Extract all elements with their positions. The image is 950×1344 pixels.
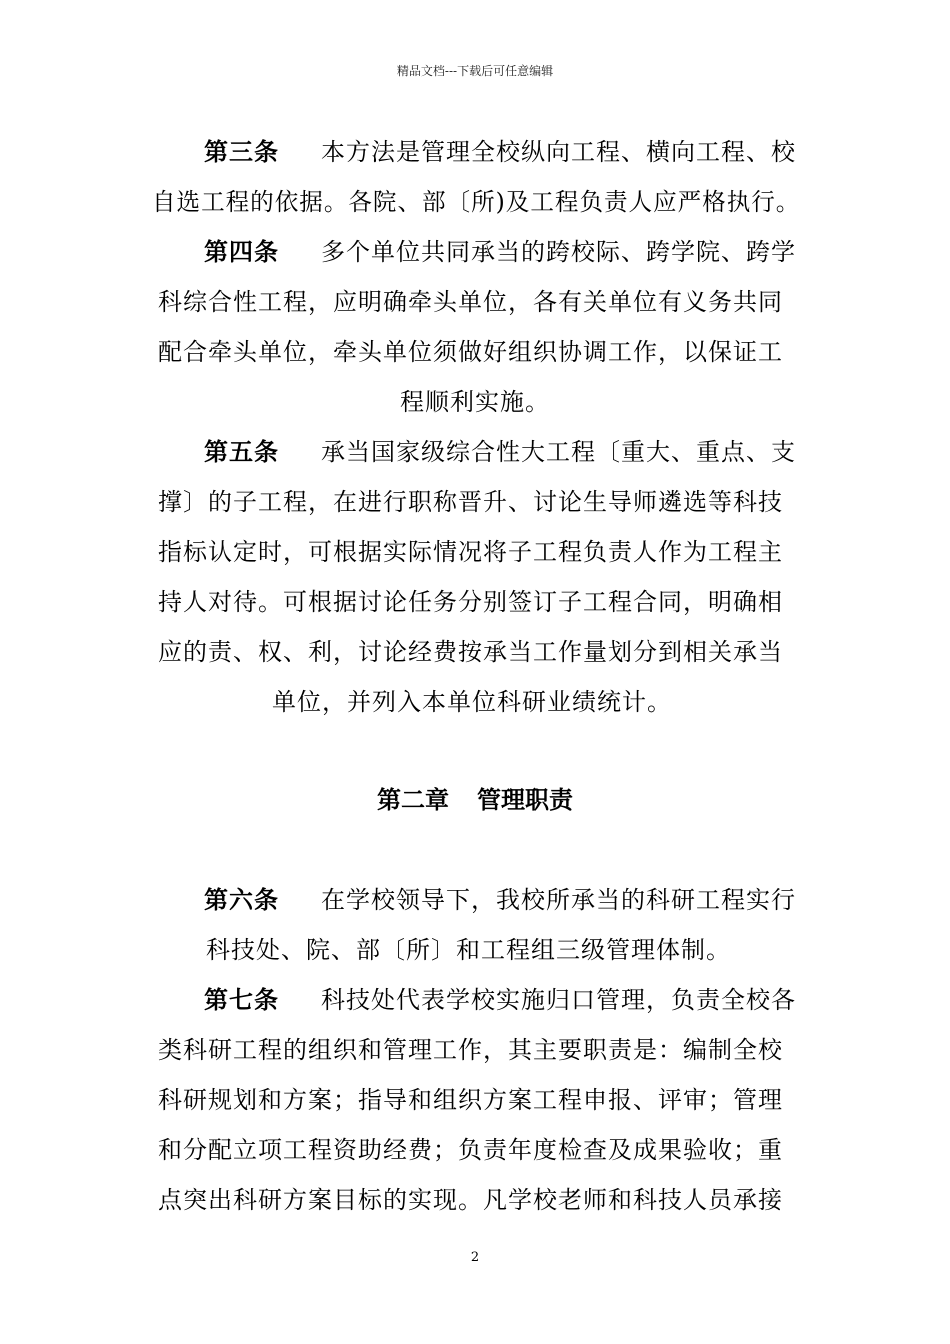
article-7-line-2: 类科研工程的组织和管理工作，其主要职责是：编制全校 bbox=[158, 1036, 783, 1064]
article-7-text-1: 科技处代表学校实施归口管理，负责全校各 bbox=[321, 986, 796, 1014]
article-5-line-5: 应的责、权、利，讨论经费按承当工作量划分到相关承当 bbox=[158, 638, 783, 666]
article-5-line-3: 指标认定时，可根据实际情况将子工程负责人作为工程主 bbox=[158, 538, 783, 566]
article-4-text-1: 多个单位共同承当的跨校际、跨学院、跨学 bbox=[321, 238, 796, 266]
article-4-line-1 bbox=[204, 237, 796, 267]
chapter-number: 第二章 bbox=[377, 785, 449, 814]
article-5-text-1: 承当国家级综合性大工程〔重大、重点、支 bbox=[321, 438, 796, 466]
article-7-line-1 bbox=[204, 985, 796, 1015]
article-7-line-3: 科研规划和方案；指导和组织方案工程申报、评审；管理 bbox=[158, 1086, 783, 1114]
article-4-line-3: 配合牵头单位，牵头单位须做好组织协调工作，以保证工 bbox=[158, 338, 783, 366]
article-4-line-4: 程顺利实施。 bbox=[400, 388, 550, 416]
article-5-line-4: 持人对待。可根据讨论任务分别签订子工程合同，明确相 bbox=[158, 588, 783, 616]
page-header: 精品文档---下载后可任意编辑 bbox=[396, 64, 554, 78]
article-3-line-2: 自选工程的依据。各院、部〔所)及工程负责人应严格执行。 bbox=[152, 188, 801, 216]
article-6-line-1 bbox=[204, 885, 796, 915]
article-4-line-2: 科综合性工程，应明确牵头单位，各有关单位有义务共同 bbox=[158, 288, 783, 316]
chapter-title: 管理职责 bbox=[477, 785, 573, 814]
article-5-heading: 第五条 bbox=[204, 437, 279, 466]
article-3-heading: 第三条 bbox=[204, 137, 279, 166]
page-number: 2 bbox=[470, 1250, 480, 1265]
article-6-text-1: 在学校领导下，我校所承当的科研工程实行 bbox=[321, 886, 796, 914]
article-7-line-5: 点突出科研方案目标的实现。凡学校老师和科技人员承接 bbox=[158, 1186, 783, 1214]
article-7-heading: 第七条 bbox=[204, 985, 279, 1014]
article-7-line-4: 和分配立项工程资助经费；负责年度检查及成果验收；重 bbox=[158, 1136, 783, 1164]
article-3-line-1 bbox=[204, 137, 796, 167]
article-4-heading: 第四条 bbox=[204, 237, 279, 266]
article-6-heading: 第六条 bbox=[204, 885, 279, 914]
article-5-line-6: 单位，并列入本单位科研业绩统计。 bbox=[272, 688, 672, 716]
article-3-text-1: 本方法是管理全校纵向工程、横向工程、校 bbox=[321, 138, 796, 166]
article-5-line-1 bbox=[204, 437, 796, 467]
chapter-heading bbox=[0, 785, 950, 815]
article-5-line-2: 撑〕的子工程，在进行职称晋升、讨论生导师遴选等科技 bbox=[158, 488, 783, 516]
article-6-line-2: 科技处、院、部〔所〕和工程组三级管理体制。 bbox=[206, 936, 731, 964]
